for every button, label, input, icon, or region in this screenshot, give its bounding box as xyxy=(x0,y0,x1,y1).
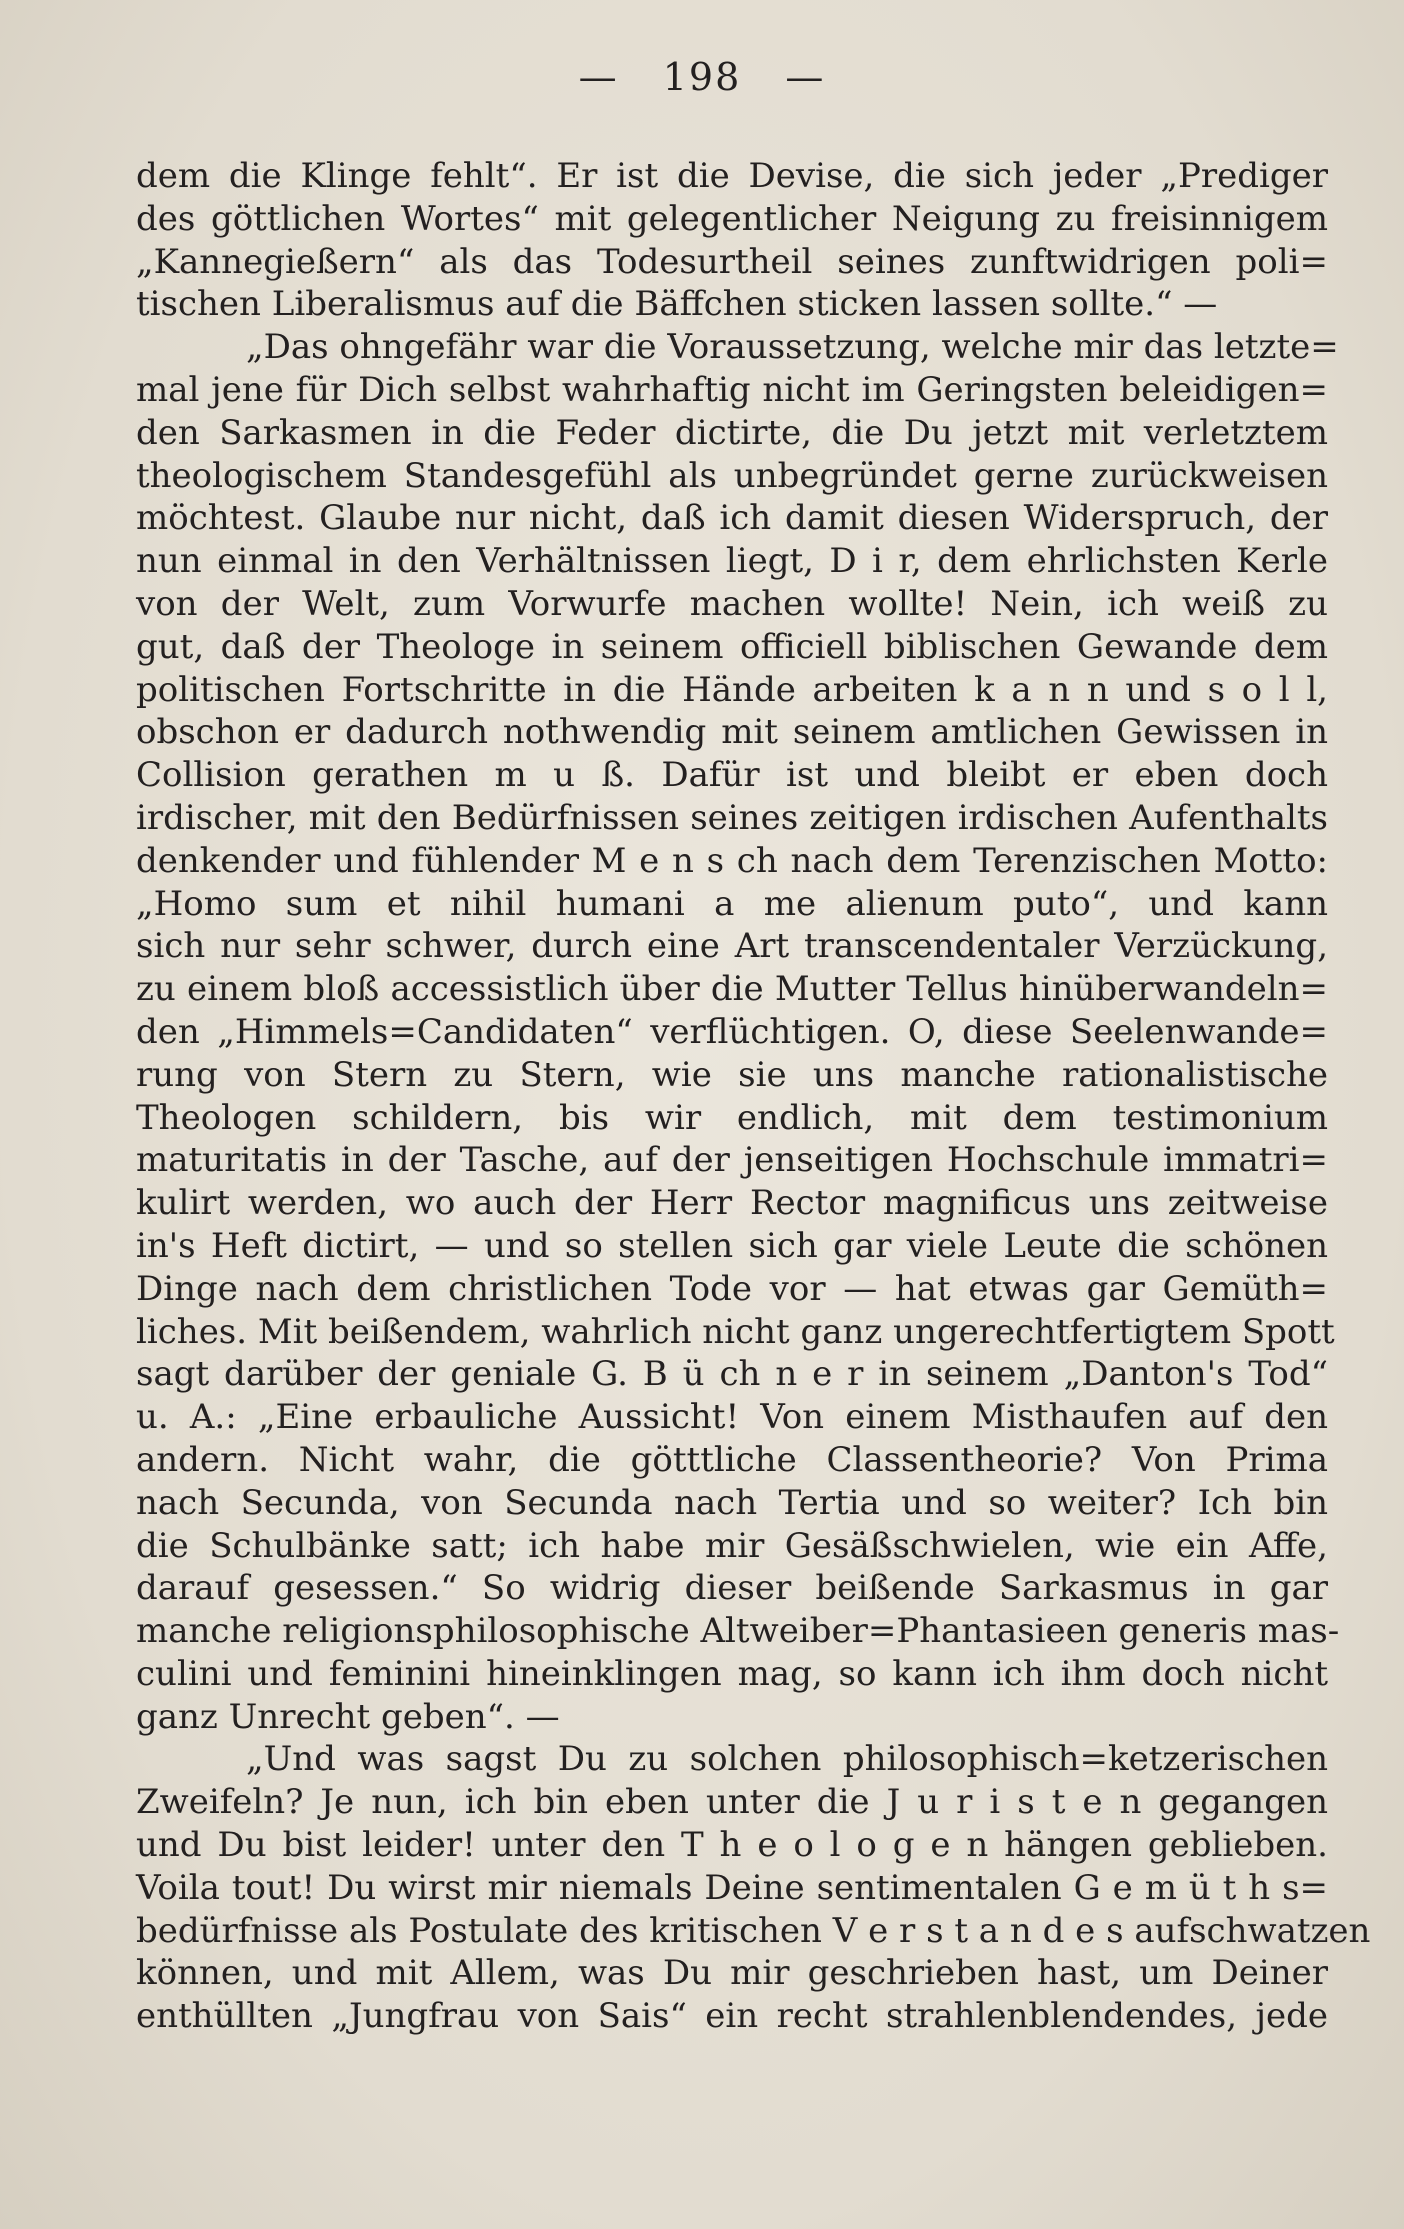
text-line: irdischer, mit den Bedürfnissen seines zeitigen irdischen Aufenthalts xyxy=(136,797,1328,838)
text-line: von der Welt, zum Vorwurfe machen wollte! Nein, ich weiß zu xyxy=(136,583,1328,624)
text-line: sagt darüber der geniale G. B ü ch n e r in seinem „Danton's Tod“ xyxy=(136,1354,1328,1395)
text-line: „Und was sagst Du zu solchen philosophisch=ketzerischen xyxy=(246,1739,1328,1780)
text-line: Theologen schildern, bis wir endlich, mit dem testimonium xyxy=(136,1097,1328,1138)
text-line: „Das ohngefähr war die Voraussetzung, welche mir das letzte= xyxy=(246,327,1339,368)
text-line: Dinge nach dem christlichen Tode vor — hat etwas gar Gemüth= xyxy=(136,1268,1328,1309)
page-header xyxy=(0,55,1404,99)
text-line: tischen Liberalismus auf die Bäffchen sticken lassen sollte.“ — xyxy=(136,284,1218,325)
text-line: „Kannegießern“ als das Todesurtheil seines zunftwidrigen poli= xyxy=(136,241,1328,282)
header-dash-right: — xyxy=(785,55,826,99)
text-line: gut, daß der Theologe in seinem officiell biblischen Gewande dem xyxy=(136,626,1328,667)
text-line: den Sarkasmen in die Feder dictirte, die Du jetzt mit verletztem xyxy=(136,412,1328,453)
header-dash-left: — xyxy=(578,55,619,99)
text-line: politischen Fortschritte in die Hände arbeiten k a n n und s o l l, xyxy=(136,669,1328,710)
text-line: des göttlichen Wortes“ mit gelegentlicher Neigung zu freisinnigem xyxy=(136,198,1328,239)
text-line: dem die Klinge fehlt“. Er ist die Devise, die sich jeder „Prediger xyxy=(136,156,1328,196)
text-line: sich nur sehr schwer, durch eine Art transcendentaler Verzückung, xyxy=(136,926,1328,967)
text-line: Voila tout! Du wirst mir niemals Deine sentimentalen G e m ü t h s= xyxy=(136,1867,1328,1908)
text-line: theologischem Standesgefühl als unbegründet gerne zurückweisen xyxy=(136,455,1328,496)
text-line: obschon er dadurch nothwendig mit seinem amtlichen Gewissen in xyxy=(136,712,1328,753)
text-line: rung von Stern zu Stern, wie sie uns manche rationalistische xyxy=(136,1054,1328,1095)
text-line: können, und mit Allem, was Du mir geschrieben hast, um Deiner xyxy=(136,1953,1328,1994)
text-line: kulirt werden, wo auch der Herr Rector magnificus uns zeitweise xyxy=(136,1183,1328,1224)
text-line: nach Secunda, von Secunda nach Tertia und so weiter? Ich bin xyxy=(136,1482,1328,1523)
text-line: Zweifeln? Je nun, ich bin eben unter die J u r i s t e n gegangen xyxy=(136,1782,1328,1823)
text-line: möchtest. Glaube nur nicht, daß ich damit diesen Widerspruch, der xyxy=(136,498,1328,539)
text-line: maturitatis in der Tasche, auf der jenseitigen Hochschule immatri= xyxy=(136,1140,1328,1181)
page-number: 198 xyxy=(662,55,742,99)
text-line: bedürfnisse als Postulate des kritischen V e r s t a n d e s aufschwatzen xyxy=(136,1910,1371,1951)
text-line: mal jene für Dich selbst wahrhaftig nicht im Geringsten beleidigen= xyxy=(136,369,1328,410)
text-line: liches. Mit beißendem, wahrlich nicht ganz ungerechtfertigtem Spott xyxy=(136,1311,1335,1352)
text-line: manche religionsphilosophische Altweiber=Phantasieen generis mas- xyxy=(136,1611,1340,1652)
text-line: Collision gerathen m u ß. Dafür ist und bleibt er eben doch xyxy=(136,755,1328,796)
text-line: zu einem bloß accessistlich über die Mutter Tellus hinüberwandeln= xyxy=(136,969,1328,1010)
text-line: in's Heft dictirt, — und so stellen sich gar viele Leute die schönen xyxy=(136,1225,1328,1266)
text-line: den „Himmels=Candidaten“ verflüchtigen. O, diese Seelenwande= xyxy=(136,1011,1328,1052)
text-line: darauf gesessen.“ So widrig dieser beißende Sarkasmus in gar xyxy=(136,1568,1328,1609)
text-line: die Schulbänke satt; ich habe mir Gesäßschwielen, wie ein Affe, xyxy=(136,1525,1328,1566)
text-line: andern. Nicht wahr, die götttliche Classentheorie? Von Prima xyxy=(136,1439,1328,1480)
text-line: u. A.: „Eine erbauliche Aussicht! Von einem Misthaufen auf den xyxy=(136,1397,1328,1438)
text-line: culini und feminini hineinklingen mag, so kann ich ihm doch nicht xyxy=(136,1653,1328,1694)
text-line: „Homo sum et nihil humani a me alienum puto“, und kann xyxy=(136,883,1328,924)
body-text xyxy=(136,155,1371,2038)
text-line: enthüllten „Jungfrau von Sais“ ein recht strahlenblendendes, jede xyxy=(136,1996,1328,2037)
text-line: denkender und fühlender M e n s ch nach dem Terenzischen Motto: xyxy=(136,840,1328,881)
text-line: nun einmal in den Verhältnissen liegt, D i r, dem ehrlichsten Kerle xyxy=(136,541,1328,582)
text-line: ganz Unrecht geben“. — xyxy=(136,1696,560,1737)
text-line: und Du bist leider! unter den T h e o l o g e n hängen geblieben. xyxy=(136,1825,1328,1866)
